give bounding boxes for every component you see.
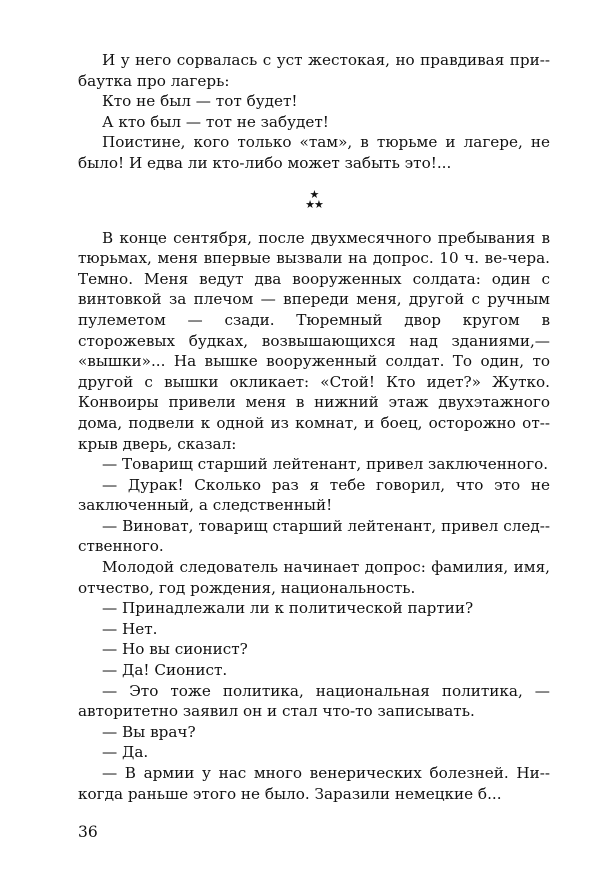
dialogue-line: — Да! Сионист. — [102, 661, 228, 680]
paragraph-interrogation-intro: В конце сентября, после двухмесячного пребывания в тюрьмах, меня впервые вызвали на допрос. 10 ч. ве-чера. Темно. Меня ведут два вооруженных солдата: один с винтовкой за плечом — впереди меня, другой с ручным пулеметом — сзади. Тюремный двор кругом в сторожевых будках, возвышающихся над зданиями,— «вышки»... На вышке вооруженный солдат. То один, то другой с вышки окликает: «Стой! Кто идет?» Жутко. Конвоиры привели меня в нижний этаж двухэтажного дома, подвели к одной из комнат, и боец, осторожно от-крыв дверь, сказал: — [78, 228, 550, 453]
page-number: 36 — [78, 823, 98, 841]
asterism-top-star: ★ — [309, 187, 319, 201]
asterism-bottom-stars: ★★ — [305, 197, 323, 211]
dialogue-line: — Это тоже политика, национальная политика, — авторитетно заявил он и стал что-то записывать. — [78, 681, 550, 721]
paragraph-interrogation-start: Молодой следователь начинает допрос: фамилия, имя, отчество, год рождения, национальность. — [78, 558, 550, 597]
dialogue-line: — Виноват, товарищ старший лейтенант, привел след-ственного. — [78, 516, 550, 556]
outro-paragraph: Поистине, кого только «там», в тюрьме и лагере, не было! И едва ли кто-либо может забыть это!... — [78, 133, 550, 172]
intro-paragraph: И у него сорвалась с уст жестокая, но правдивая при-баутка про лагерь: — [78, 51, 550, 90]
verse — [78, 91, 550, 132]
dialogue-line: — Да. — [102, 743, 149, 762]
asterism-icon — [305, 187, 323, 211]
verse-line-2: А кто был — тот не забудет! — [102, 112, 329, 131]
dialogue-line: — Нет. — [102, 619, 158, 638]
dialogue-line: — Вы врач? — [102, 722, 196, 741]
dialogue-line: — Принадлежали ли к политической партии? — [102, 599, 474, 618]
verse-line-1: Кто не был — тот будет! — [102, 92, 298, 111]
dialogue-line: — Товарищ старший лейтенант, привел заключенного. — [102, 455, 549, 474]
dialogue-line: — Но вы сионист? — [102, 640, 248, 659]
dialogue-line: — Дурак! Сколько раз я тебе говорил, что это не заключенный, а следственный! — [78, 475, 550, 515]
dialogue-line: — В армии у нас много венерических болезней. Ни-когда раньше этого не было. Заразили немецкие б... — [78, 764, 550, 803]
text-column — [78, 50, 550, 804]
section-separator — [78, 174, 550, 228]
